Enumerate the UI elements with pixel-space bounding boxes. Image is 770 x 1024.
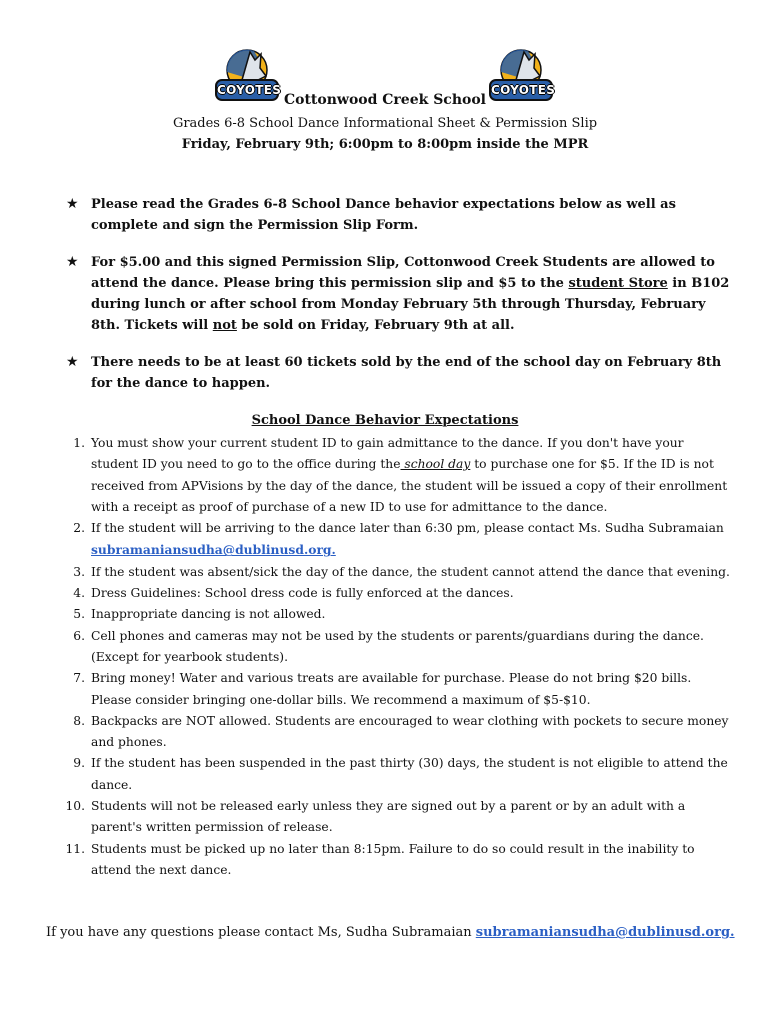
contact-email-link[interactable]: subramaniansudha@dublinusd.org. <box>91 542 336 558</box>
item-text: Bring money! Water and various treats are available for purchase. Please do not bring $20 bills. Please consider bringing one-dollar bills. We recommend a maximum of $5-$10. <box>91 671 692 707</box>
list-item <box>50 668 730 711</box>
expectations-list <box>50 433 730 881</box>
footer-text: If you have any questions please contact Ms, Sudha Subramaian <box>46 925 476 940</box>
item-text: Backpacks are NOT allowed. Students are encouraged to wear clothing with pockets to secure money and phones. <box>91 713 729 750</box>
info-bullet-list <box>66 194 736 410</box>
item-text: Cell phones and cameras may not be used by the students or parents/guardians during the dance. (Except for yearbook students). <box>91 628 704 664</box>
item-number: 1. <box>73 436 85 450</box>
bullet-item <box>66 352 736 394</box>
school-day-text: school day <box>400 457 471 472</box>
item-number: 6. <box>73 628 85 643</box>
item-number: 7. <box>73 671 85 686</box>
item-text: If the student was absent/sick the day of the dance, the student cannot attend the dance that evening. <box>91 564 730 579</box>
item-number: 4. <box>73 586 85 601</box>
list-item <box>50 796 730 839</box>
item-number: 11. <box>65 841 85 856</box>
list-item <box>50 518 730 562</box>
bullet-text: be sold on Friday, February 9th at all. <box>236 318 515 333</box>
contact-footer <box>46 925 746 940</box>
logo-wordmark: COYOTES <box>217 83 282 97</box>
item-number: 10. <box>65 799 85 814</box>
bullet-text: For $5.00 and this signed Permission Slip, Cottonwood Creek Students are allowed to attend the dance. Please bring this permission slip and $5 to the <box>91 255 715 291</box>
item-text: Inappropriate dancing is not allowed. <box>91 607 326 622</box>
student-store-text: student Store <box>568 276 668 291</box>
item-text: Students must be picked up no later than 8:15pm. Failure to do so could result in the inability to attend the next dance. <box>91 841 695 877</box>
list-item <box>50 839 730 882</box>
item-number: 8. <box>73 713 85 728</box>
list-item <box>50 562 730 583</box>
star-bullet-icon: ★ <box>66 196 79 212</box>
school-name: Cottonwood Creek School <box>283 92 487 108</box>
item-number: 9. <box>73 756 85 771</box>
event-date-line: Friday, February 9th; 6:00pm to 8:00pm inside the MPR <box>181 137 589 152</box>
bullet-text: There needs to be at least 60 tickets sold by the end of the school day on February 8th for the dance to happen. <box>91 355 722 391</box>
star-bullet-icon: ★ <box>66 354 79 370</box>
list-item <box>50 626 730 669</box>
item-number: 3. <box>73 564 85 579</box>
item-text: Students will not be released early unless they are signed out by a parent or by an adult with a parent's written permission of release. <box>91 799 686 835</box>
bullet-item <box>66 252 736 336</box>
item-text: You must show your current student ID to gain admittance to the dance. If you don't have your student ID you need to go to the office during the <box>91 436 684 472</box>
item-text: Dress Guidelines: School dress code is fully enforced at the dances. <box>91 586 514 601</box>
bullet-text: Please read the Grades 6-8 School Dance behavior expectations below as well as complete and sign the Permission Slip Form. <box>91 197 676 233</box>
star-bullet-icon: ★ <box>66 254 79 270</box>
item-text: If the student will be arriving to the dance later than 6:30 pm, please contact Ms. Sudha Subramaian <box>91 521 724 536</box>
list-item <box>50 604 730 625</box>
item-number: 2. <box>73 521 85 536</box>
item-text: If the student has been suspended in the past thirty (30) days, the student is not eligible to attend the dance. <box>91 756 728 792</box>
list-item <box>50 583 730 604</box>
item-number: 5. <box>73 607 85 622</box>
expectations-title: School Dance Behavior Expectations <box>251 413 519 428</box>
logo-wordmark: COYOTES <box>491 83 556 97</box>
document-subtitle: Grades 6-8 School Dance Informational Sheet & Permission Slip <box>172 116 598 131</box>
footer-email-link[interactable]: subramaniansudha@dublinusd.org. <box>475 925 735 940</box>
list-item <box>50 711 730 754</box>
list-item <box>50 753 730 796</box>
list-item <box>50 433 730 518</box>
bullet-text: in B102 during lunch or after school from Monday February 5th through Thursday, February 8th. Tickets will <box>91 276 730 333</box>
not-emphasis-text: not <box>212 318 237 333</box>
item-text: to purchase one for $5. If the ID is not received from APVisions by the day of the dance, the student will be issued a copy of their enrollment with a receipt as proof of purchase of a new ID to use for admittance to the dance. <box>91 457 728 514</box>
bullet-item <box>66 194 736 236</box>
